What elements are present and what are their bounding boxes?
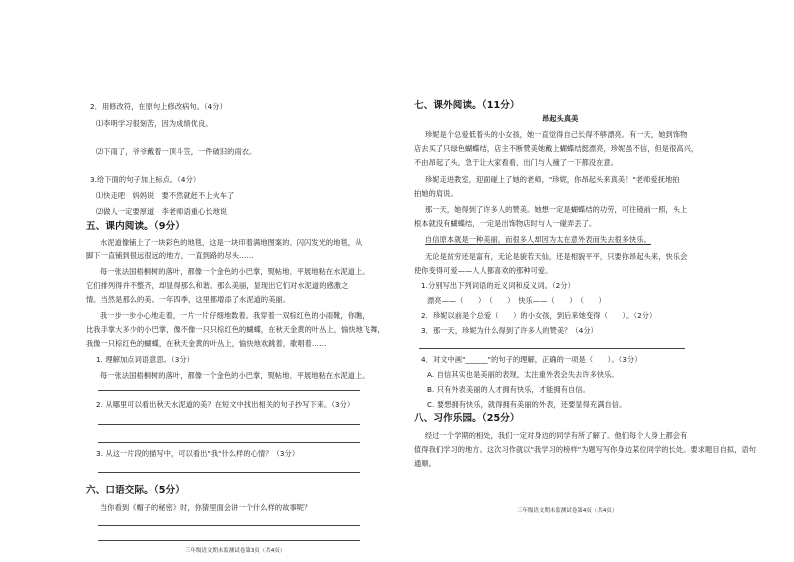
passage-line: 水泥道像铺上了一块彩色的地毯，这是一块印着满地图案的、闪闪发光的地毯，从 (100, 238, 363, 247)
sec5-question-3: 3. 从这一片段的描写中，可以看出"我"什么样的心情？（3分） (96, 449, 300, 458)
passage-line: 比我手掌大多少的小巴掌，像不像一只只棕红色的蝴蝶，在秋天金黄的叶丛上，愉快地飞舞， (86, 325, 385, 334)
passage-line: 它们排列得并不整齐，却显得那么和谐。那么美丽，显现出它们对水泥道的感激之 (86, 281, 349, 290)
sec5-question-2: 2. 从哪里可以看出秋天水泥道的美？在短文中找出相关的句子抄写下来。（3分） (96, 400, 355, 409)
option-c[interactable]: C. 要想拥有快乐，就得拥有美丽的外表，还要显得充满自信。 (427, 400, 627, 409)
passage-line: 我一步一步小心地走着，一片一片仔细地数着。我穿着一双棕红色的小雨靴，你瞧， (100, 311, 370, 320)
sec7-q1-blanks[interactable]: 漂亮——（ ） （ ） 快乐——（ ） （ ） (427, 296, 606, 305)
essay-prompt-line: 经过一个学期的相处，我们一定对身边的同学有所了解了。他们每个人身上都会有 (425, 431, 688, 440)
q3-title: 3.给下面的句子加上标点。（4分） (90, 175, 201, 184)
section-6-heading: 六、口语交际。（5分） (86, 485, 185, 496)
answer-line[interactable] (98, 442, 360, 443)
answer-line[interactable] (98, 540, 360, 541)
sec7-question-3: 3．那一天，珍妮为什么得到了许多人的赞美？（4分） (421, 326, 598, 335)
passage-line: 脚下一直铺到很远很远的地方，一直到路的尽头…… (86, 251, 254, 260)
q2-title: 2．用修改符，在原句上修改病句。（4分） (90, 102, 227, 111)
reading-line: 珍妮是个总爱低着头的小女孩，她一直觉得自己长得不够漂亮。有一天，她到饰物 (425, 130, 688, 139)
reading-line: 使你变得可爱——人人都喜欢的那种可爱。 (414, 266, 553, 275)
reading-line: 店去买了只绿色蝴蝶结，店主不断赞美她戴上蝴蝶结挺漂亮，珍妮虽不信，但是很高兴， (414, 144, 699, 153)
exam-page-4 (397, 0, 794, 562)
section-5-heading: 五、课内阅读。（9分） (86, 221, 185, 232)
sec6-question: 当你看到《帽子的秘密》时，你猜里面会讲一个什么样的故事呢？ (100, 503, 312, 512)
sec7-question-1: 1.分别写出下列词语的近义词和反义词。（2分） (421, 281, 575, 290)
reading-line: 不由昂起了头，急于让大家看看，出门与人撞了一下都没在意。 (414, 158, 619, 167)
section-7-heading: 七、课外阅读。（11分） (414, 100, 520, 111)
answer-line[interactable] (419, 348, 685, 349)
essay-prompt-line: 值得我们学习的地方。这次习作就以"我学习的榜样"为题写写你身边某位同学的长处。要求题目自拟，语句 (414, 445, 757, 454)
passage-line: 我像一只棕红色的蝴蝶，在秋天金黄的叶丛上，愉快地欢跳着，歌唱着…… (86, 339, 327, 348)
page-footer: 三年级语文期末监测试卷第3页（共4页） (185, 548, 286, 554)
option-a[interactable]: A. 自信其实也是美丽的表现，太注重外表会失去许多快乐。 (427, 370, 619, 379)
passage-line: 每一张法国梧桐树的落叶，都像一个金色的小巴掌，熨帖地、平展地粘在水泥道上。 (100, 267, 370, 276)
reading-title: 昂起头真美 (542, 114, 579, 123)
sec5-question-1: 1. 理解加点词语意思。（3分） (96, 355, 194, 364)
reading-line: 无论是贫穷还是富有，无论是貌若天仙，还是相貌平平，只要你昂起头来，快乐会 (425, 252, 688, 261)
sec7-question-4: 4．对文中画"______"的句子的理解，正确的一项是（ ）。（3分） (421, 355, 642, 364)
option-b[interactable]: B. 只有外表美丽的人才拥有快乐，才能拥有自信。 (427, 385, 590, 394)
reading-line: 拍她的肩说。 (414, 189, 458, 198)
answer-line[interactable] (98, 525, 360, 526)
q3-sentence-2: ⑵做人一定要厚道 李老师语重心长地说 (96, 207, 228, 216)
essay-prompt-line: 通顺。 (414, 459, 436, 468)
section-8-heading: 八、习作乐园。（25分） (414, 413, 520, 424)
reading-line: 珍妮走进教室，迎面碰上了她的老师，"珍妮，你昂起头来真美！"老师爱抚地拍 (425, 175, 680, 184)
reading-line: 那一天，她得到了许多人的赞美。她想一定是蝴蝶结的功劳，可往镜前一照，头上 (425, 205, 688, 214)
answer-line[interactable] (98, 424, 360, 425)
q2-sentence-1: ⑴李明学习很刻苦，因为成绩优良。 (96, 119, 213, 128)
passage-line: 情。当然是那么的美。一年四季，这里都增添了水泥道的美丽。 (86, 295, 291, 304)
reading-line: 根本就没有蝴蝶结，一定是出饰物店时与人一碰弄丢了。 (414, 219, 597, 228)
sec5-q1-quote: 每一张法国梧桐树的落叶，都像一个金色的小巴掌，熨帖地、平展地粘在水泥道上。 (100, 371, 370, 380)
answer-line[interactable] (98, 390, 360, 391)
page-footer: 三年级语文期末监测试卷第4页（共4页） (517, 508, 618, 514)
underlined-sentence: 自信原本就是一种美丽，而很多人却因为太在意外表而失去很多快乐。 (425, 235, 651, 244)
sec7-question-2[interactable]: 2．珍妮以前是个总爱（ ）的小女孩，到后来她变得（ ）。（2分） (421, 311, 657, 320)
q2-sentence-2: ⑵下雨了，爷爷戴着一顶斗笠，一件破旧的雨衣。 (96, 147, 257, 156)
q3-sentence-1: ⑴快走吧 妈妈说 要不然就赶不上火车了 (96, 191, 235, 200)
answer-line[interactable] (98, 472, 360, 473)
